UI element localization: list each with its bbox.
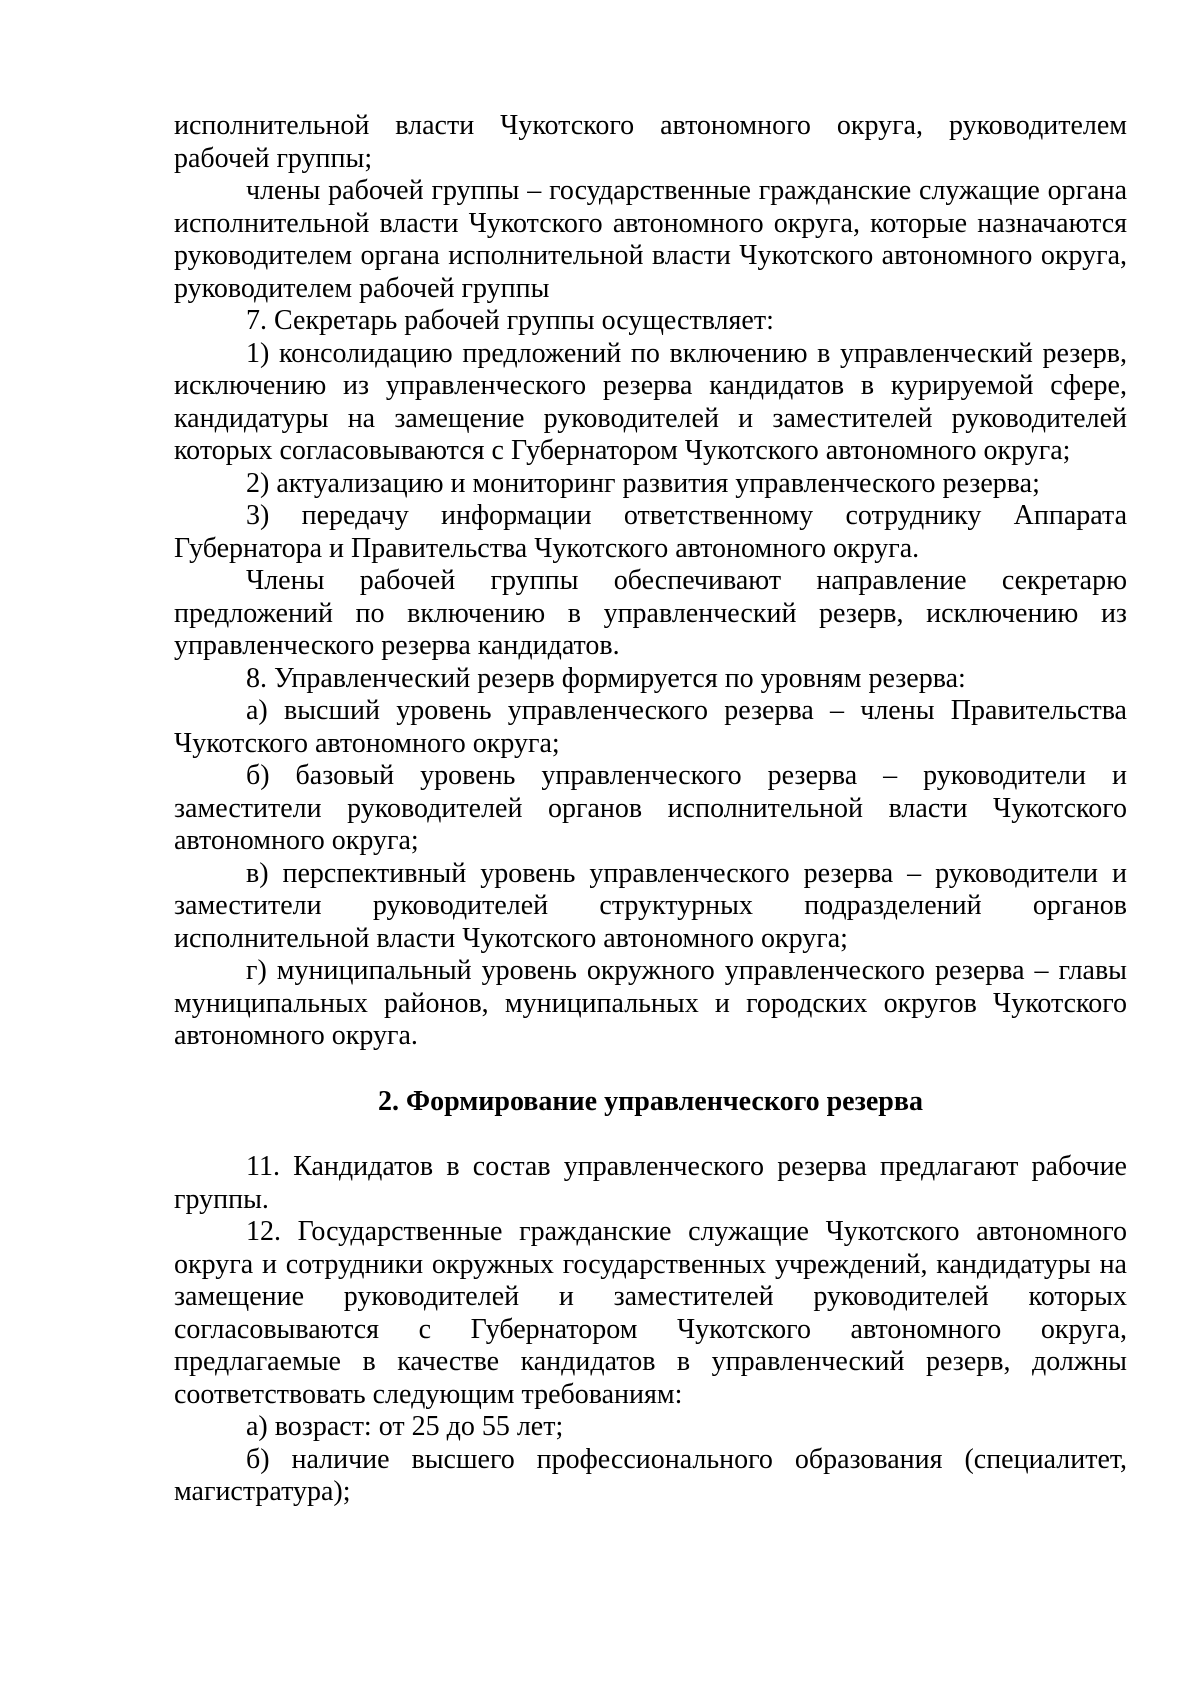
paragraph: 7. Секретарь рабочей группы осуществляет:: [246, 305, 774, 336]
paragraph: 3) передачу информации ответственному сотруднику Аппарата Губернатора и Правительства Чукотского автономного округа.: [174, 500, 1127, 564]
paragraph: в) перспективный уровень управленческого резерва – руководители и заместители руководителей структурных подразделений органов исполнительной власти Чукотского автономного округа;: [174, 857, 1127, 954]
paragraph: 12. Государственные гражданские служащие Чукотского автономного округа и сотрудники окружных государственных учреждений, кандидатуры на замещение руководителей и заместителей руководителей которых согласовываются с Губернатором Чукотского автономного округа, предлагаемые в качестве кандидатов в управленческий резерв, должны соответствовать следующим требованиям:: [174, 1216, 1127, 1410]
paragraph: а) возраст: от 25 до 55 лет;: [246, 1411, 564, 1442]
paragraph: члены рабочей группы – государственные гражданские служащие органа исполнительной власти Чукотского автономного округа, которые назначаются руководителем органа исполнительной власти Чукотского автономного округа, руководителем рабочей группы: [174, 175, 1127, 304]
paragraph: 2) актуализацию и мониторинг развития управленческого резерва;: [246, 467, 1040, 499]
paragraph: 1) консолидацию предложений по включению в управленческий резерв, исключению из управленческого резерва кандидатов в курируемой сфере, кандидатуры на замещение руководителей и заместителей руководителей которых согласовываются с Губернатором Чукотского автономного округа;: [174, 337, 1127, 466]
document-page: [174, 110, 1127, 1509]
paragraph: Члены рабочей группы обеспечивают направление секретарю предложений по включению в управленческий резерв, исключению из управленческого резерва кандидатов.: [174, 565, 1127, 661]
paragraph: исполнительной власти Чукотского автономного округа, руководителем рабочей группы;: [174, 110, 1127, 174]
section-heading: 2. Формирование управленческого резерва: [378, 1085, 923, 1117]
paragraph: б) базовый уровень управленческого резерва – руководители и заместители руководителей органов исполнительной власти Чукотского автономного округа;: [174, 760, 1127, 856]
paragraph: 8. Управленческий резерв формируется по уровням резерва:: [246, 662, 966, 694]
paragraph: б) наличие высшего профессионального образования (специалитет, магистратура);: [174, 1443, 1127, 1507]
paragraph: 11. Кандидатов в состав управленческого резерва предлагают рабочие группы.: [174, 1151, 1127, 1215]
paragraph: г) муниципальный уровень окружного управленческого резерва – главы муниципальных районов, муниципальных и городских округов Чукотского автономного округа.: [174, 955, 1127, 1051]
paragraph: а) высший уровень управленческого резерва – члены Правительства Чукотского автономного округа;: [174, 695, 1127, 759]
